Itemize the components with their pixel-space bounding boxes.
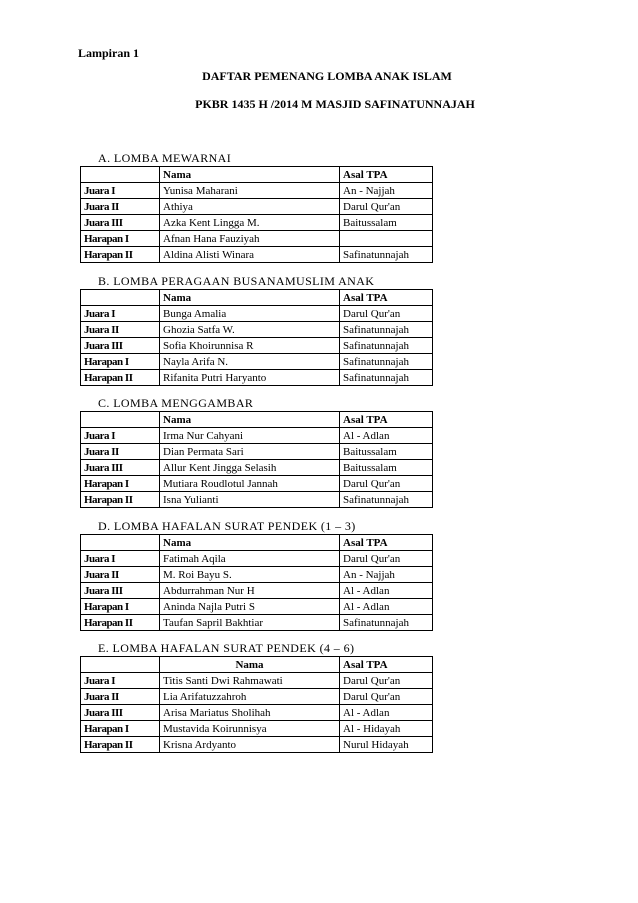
rank-cell: Harapan I: [81, 721, 160, 737]
rank-cell: Juara I: [81, 428, 160, 444]
table-row: [81, 705, 433, 721]
asal-cell: Safinatunnajah: [340, 492, 433, 508]
nama-cell: Bunga Amalia: [160, 306, 340, 322]
rank-cell: Juara III: [81, 338, 160, 354]
rank-cell: Harapan II: [81, 370, 160, 386]
table-row: [81, 567, 433, 583]
header-asal-tpa: Asal TPA: [340, 412, 433, 428]
rank-cell: Juara III: [81, 460, 160, 476]
rank-cell: Harapan I: [81, 599, 160, 615]
asal-cell: Darul Qur'an: [340, 551, 433, 567]
table-row: [81, 215, 433, 231]
nama-cell: Rifanita Putri Haryanto: [160, 370, 340, 386]
header-blank-cell: [81, 412, 160, 428]
table-row: [81, 476, 433, 492]
rank-cell: Harapan II: [81, 247, 160, 263]
header-asal-tpa: Asal TPA: [340, 167, 433, 183]
asal-cell: Darul Qur'an: [340, 673, 433, 689]
nama-cell: M. Roi Bayu S.: [160, 567, 340, 583]
table-header-row: [81, 412, 433, 428]
table-row: [81, 306, 433, 322]
nama-cell: Abdurrahman Nur H: [160, 583, 340, 599]
rank-cell: Juara III: [81, 583, 160, 599]
section-hafalan-1-3: [80, 518, 432, 631]
table-row: [81, 338, 433, 354]
asal-cell: Darul Qur'an: [340, 476, 433, 492]
nama-cell: Aldina Alisti Winara: [160, 247, 340, 263]
nama-cell: Nayla Arifa N.: [160, 354, 340, 370]
table-row: [81, 721, 433, 737]
asal-cell: Al - Adlan: [340, 705, 433, 721]
nama-cell: Mustavida Koirunnisya: [160, 721, 340, 737]
section-title: C. LOMBA MENGGAMBAR: [98, 396, 254, 410]
asal-cell: Baitussalam: [340, 215, 433, 231]
rank-cell: Juara II: [81, 444, 160, 460]
nama-cell: Lia Arifatuzzahroh: [160, 689, 340, 705]
asal-cell: Baitussalam: [340, 444, 433, 460]
document-title: DAFTAR PEMENANG LOMBA ANAK ISLAM: [202, 69, 452, 83]
header-nama: Nama: [160, 535, 340, 551]
rank-cell: Juara I: [81, 183, 160, 199]
table-header-row: [81, 167, 433, 183]
table-header-row: [81, 290, 433, 306]
table-row: [81, 370, 433, 386]
header-nama: Nama: [160, 167, 340, 183]
winners-table: [80, 656, 433, 753]
table-row: [81, 444, 433, 460]
asal-cell: Darul Qur'an: [340, 689, 433, 705]
table-row: [81, 428, 433, 444]
nama-cell: Arisa Mariatus Sholihah: [160, 705, 340, 721]
table-row: [81, 322, 433, 338]
rank-cell: Juara I: [81, 551, 160, 567]
nama-cell: Azka Kent Lingga M.: [160, 215, 340, 231]
asal-cell: Darul Qur'an: [340, 199, 433, 215]
asal-cell: Safinatunnajah: [340, 354, 433, 370]
table-row: [81, 599, 433, 615]
section-title: E. LOMBA HAFALAN SURAT PENDEK (4 – 6): [98, 641, 355, 655]
rank-cell: Harapan I: [81, 476, 160, 492]
header-blank-cell: [81, 290, 160, 306]
asal-cell: Nurul Hidayah: [340, 737, 433, 753]
nama-cell: Sofia Khoirunnisa R: [160, 338, 340, 354]
header-blank-cell: [81, 657, 160, 673]
rank-cell: Harapan II: [81, 492, 160, 508]
nama-cell: Athiya: [160, 199, 340, 215]
section-title: B. LOMBA PERAGAAN BUSANAMUSLIM ANAK: [98, 274, 375, 288]
nama-cell: Yunisa Maharani: [160, 183, 340, 199]
section-peragaan-busana: [80, 273, 432, 386]
asal-cell: Safinatunnajah: [340, 247, 433, 263]
rank-cell: Juara I: [81, 306, 160, 322]
table-header-row: [81, 657, 433, 673]
header-nama: Nama: [160, 657, 340, 673]
asal-cell: Safinatunnajah: [340, 615, 433, 631]
header-nama: Nama: [160, 290, 340, 306]
asal-cell: Darul Qur'an: [340, 306, 433, 322]
table-row: [81, 673, 433, 689]
winners-table: [80, 411, 433, 508]
rank-cell: Harapan I: [81, 354, 160, 370]
section-title: D. LOMBA HAFALAN SURAT PENDEK (1 – 3): [98, 519, 356, 533]
header-blank-cell: [81, 535, 160, 551]
table-header-row: [81, 535, 433, 551]
rank-cell: Harapan II: [81, 615, 160, 631]
asal-cell: An - Najjah: [340, 567, 433, 583]
table-row: [81, 354, 433, 370]
nama-cell: Titis Santi Dwi Rahmawati: [160, 673, 340, 689]
nama-cell: Irma Nur Cahyani: [160, 428, 340, 444]
section-mewarnai: [80, 150, 432, 263]
rank-cell: Juara II: [81, 567, 160, 583]
winners-table: [80, 289, 433, 386]
rank-cell: Juara II: [81, 322, 160, 338]
table-row: [81, 689, 433, 705]
rank-cell: Harapan II: [81, 737, 160, 753]
table-row: [81, 231, 433, 247]
header-nama: Nama: [160, 412, 340, 428]
winners-table: [80, 166, 433, 263]
table-row: [81, 737, 433, 753]
asal-cell: Al - Hidayah: [340, 721, 433, 737]
nama-cell: Fatimah Aqila: [160, 551, 340, 567]
table-row: [81, 247, 433, 263]
asal-cell: [340, 231, 433, 247]
header-asal-tpa: Asal TPA: [340, 535, 433, 551]
header-asal-tpa: Asal TPA: [340, 290, 433, 306]
section-hafalan-4-6: [80, 640, 432, 753]
nama-cell: Krisna Ardyanto: [160, 737, 340, 753]
nama-cell: Aninda Najla Putri S: [160, 599, 340, 615]
asal-cell: Safinatunnajah: [340, 370, 433, 386]
table-row: [81, 492, 433, 508]
nama-cell: Dian Permata Sari: [160, 444, 340, 460]
table-row: [81, 460, 433, 476]
rank-cell: Juara III: [81, 215, 160, 231]
asal-cell: Safinatunnajah: [340, 322, 433, 338]
asal-cell: Al - Adlan: [340, 599, 433, 615]
rank-cell: Juara II: [81, 199, 160, 215]
table-row: [81, 199, 433, 215]
nama-cell: Isna Yulianti: [160, 492, 340, 508]
section-menggambar: [80, 395, 432, 508]
table-row: [81, 583, 433, 599]
asal-cell: Al - Adlan: [340, 583, 433, 599]
asal-cell: Baitussalam: [340, 460, 433, 476]
asal-cell: Safinatunnajah: [340, 338, 433, 354]
rank-cell: Juara III: [81, 705, 160, 721]
document-subtitle: PKBR 1435 H /2014 M MASJID SAFINATUNNAJAH: [195, 97, 475, 111]
rank-cell: Harapan I: [81, 231, 160, 247]
rank-cell: Juara I: [81, 673, 160, 689]
table-row: [81, 551, 433, 567]
header-asal-tpa: Asal TPA: [340, 657, 433, 673]
nama-cell: Allur Kent Jingga Selasih: [160, 460, 340, 476]
nama-cell: Taufan Sapril Bakhtiar: [160, 615, 340, 631]
nama-cell: Ghozia Satfa W.: [160, 322, 340, 338]
nama-cell: Mutiara Roudlotul Jannah: [160, 476, 340, 492]
header-blank-cell: [81, 167, 160, 183]
table-row: [81, 183, 433, 199]
asal-cell: Al - Adlan: [340, 428, 433, 444]
asal-cell: An - Najjah: [340, 183, 433, 199]
section-title: A. LOMBA MEWARNAI: [98, 151, 232, 165]
winners-table: [80, 534, 433, 631]
nama-cell: Afnan Hana Fauziyah: [160, 231, 340, 247]
rank-cell: Juara II: [81, 689, 160, 705]
appendix-label: Lampiran 1: [78, 46, 140, 60]
table-row: [81, 615, 433, 631]
